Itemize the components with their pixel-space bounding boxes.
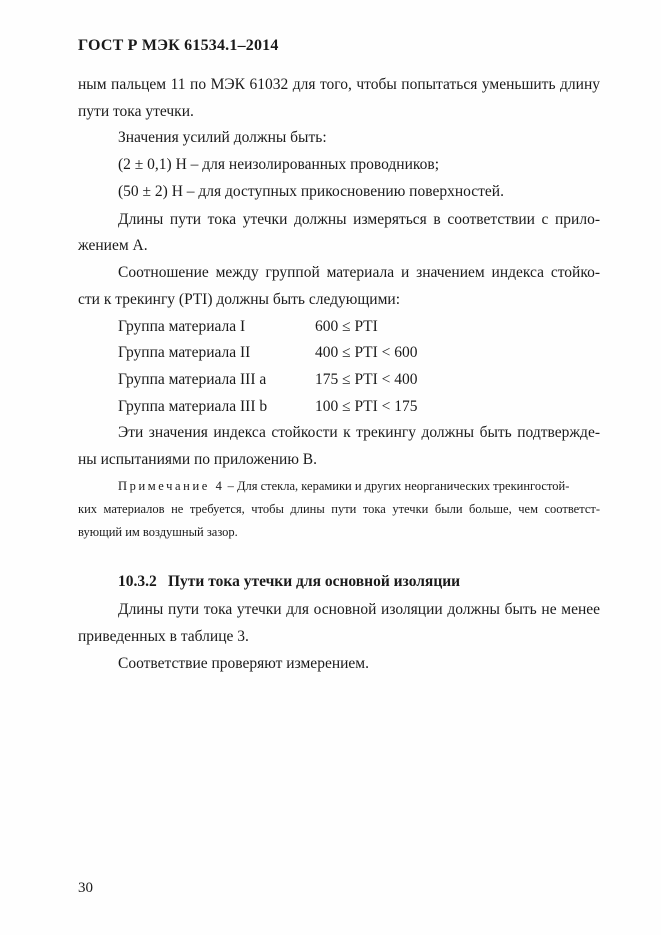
paragraph-line: Значения усилий должны быть: [118, 129, 327, 146]
section-number: 10.3.2 [118, 573, 157, 590]
note-line: ких материалов не требуется, чтобы длины пути тока утечки были больше, чем соответст- [78, 502, 600, 516]
material-group-name: Группа материала II [118, 344, 251, 361]
page-number: 30 [78, 880, 93, 896]
paragraph-line: ны испытаниями по приложению В. [78, 451, 318, 468]
paragraph-line: Соответствие проверяют измерением. [118, 655, 369, 672]
note-text: – Для стекла, керамики и других неорганических трекингостой- [227, 479, 570, 493]
paragraph-line: Длины пути тока утечки должны измеряться в соответствии с прило- [118, 211, 600, 228]
paragraph-line: Длины пути тока утечки для основной изоляции должны быть не менее [118, 601, 600, 618]
material-group-value: 400 ≤ PTI < 600 [315, 344, 418, 361]
material-group-name: Группа материала III b [118, 398, 268, 415]
note-line: вующий им воздушный зазор. [78, 525, 238, 539]
document-header: ГОСТ Р МЭК 61534.1–2014 [78, 37, 279, 54]
material-group-name: Группа материала I [118, 318, 246, 335]
paragraph-line: Эти значения индекса стойкости к трекингу должны быть подтвержде- [118, 424, 600, 441]
material-group-name: Группа материала III a [118, 371, 267, 388]
paragraph-line: пути тока утечки. [78, 103, 194, 120]
paragraph-line: (50 ± 2) Н – для доступных прикосновению поверхностей. [118, 183, 504, 200]
paragraph-line: ным пальцем 11 по МЭК 61032 для того, чтобы попытаться уменьшить длину [78, 76, 600, 93]
paragraph-line: Соотношение между группой материала и значением индекса стойко- [118, 264, 600, 281]
material-group-value: 600 ≤ PTI [315, 318, 378, 335]
section-heading [118, 573, 460, 591]
note-label: Примечание 4 [118, 479, 225, 493]
section-title: Пути тока утечки для основной изоляции [168, 573, 461, 590]
material-group-value: 100 ≤ PTI < 175 [315, 398, 418, 415]
paragraph-line: (2 ± 0,1) Н – для неизолированных проводников; [118, 156, 440, 173]
note-line [118, 477, 569, 495]
paragraph-line: жением А. [78, 237, 148, 254]
paragraph-line: сти к трекингу (PTI) должны быть следующими: [78, 291, 400, 308]
material-group-value: 175 ≤ PTI < 400 [315, 371, 418, 388]
paragraph-line: приведенных в таблице 3. [78, 628, 249, 645]
